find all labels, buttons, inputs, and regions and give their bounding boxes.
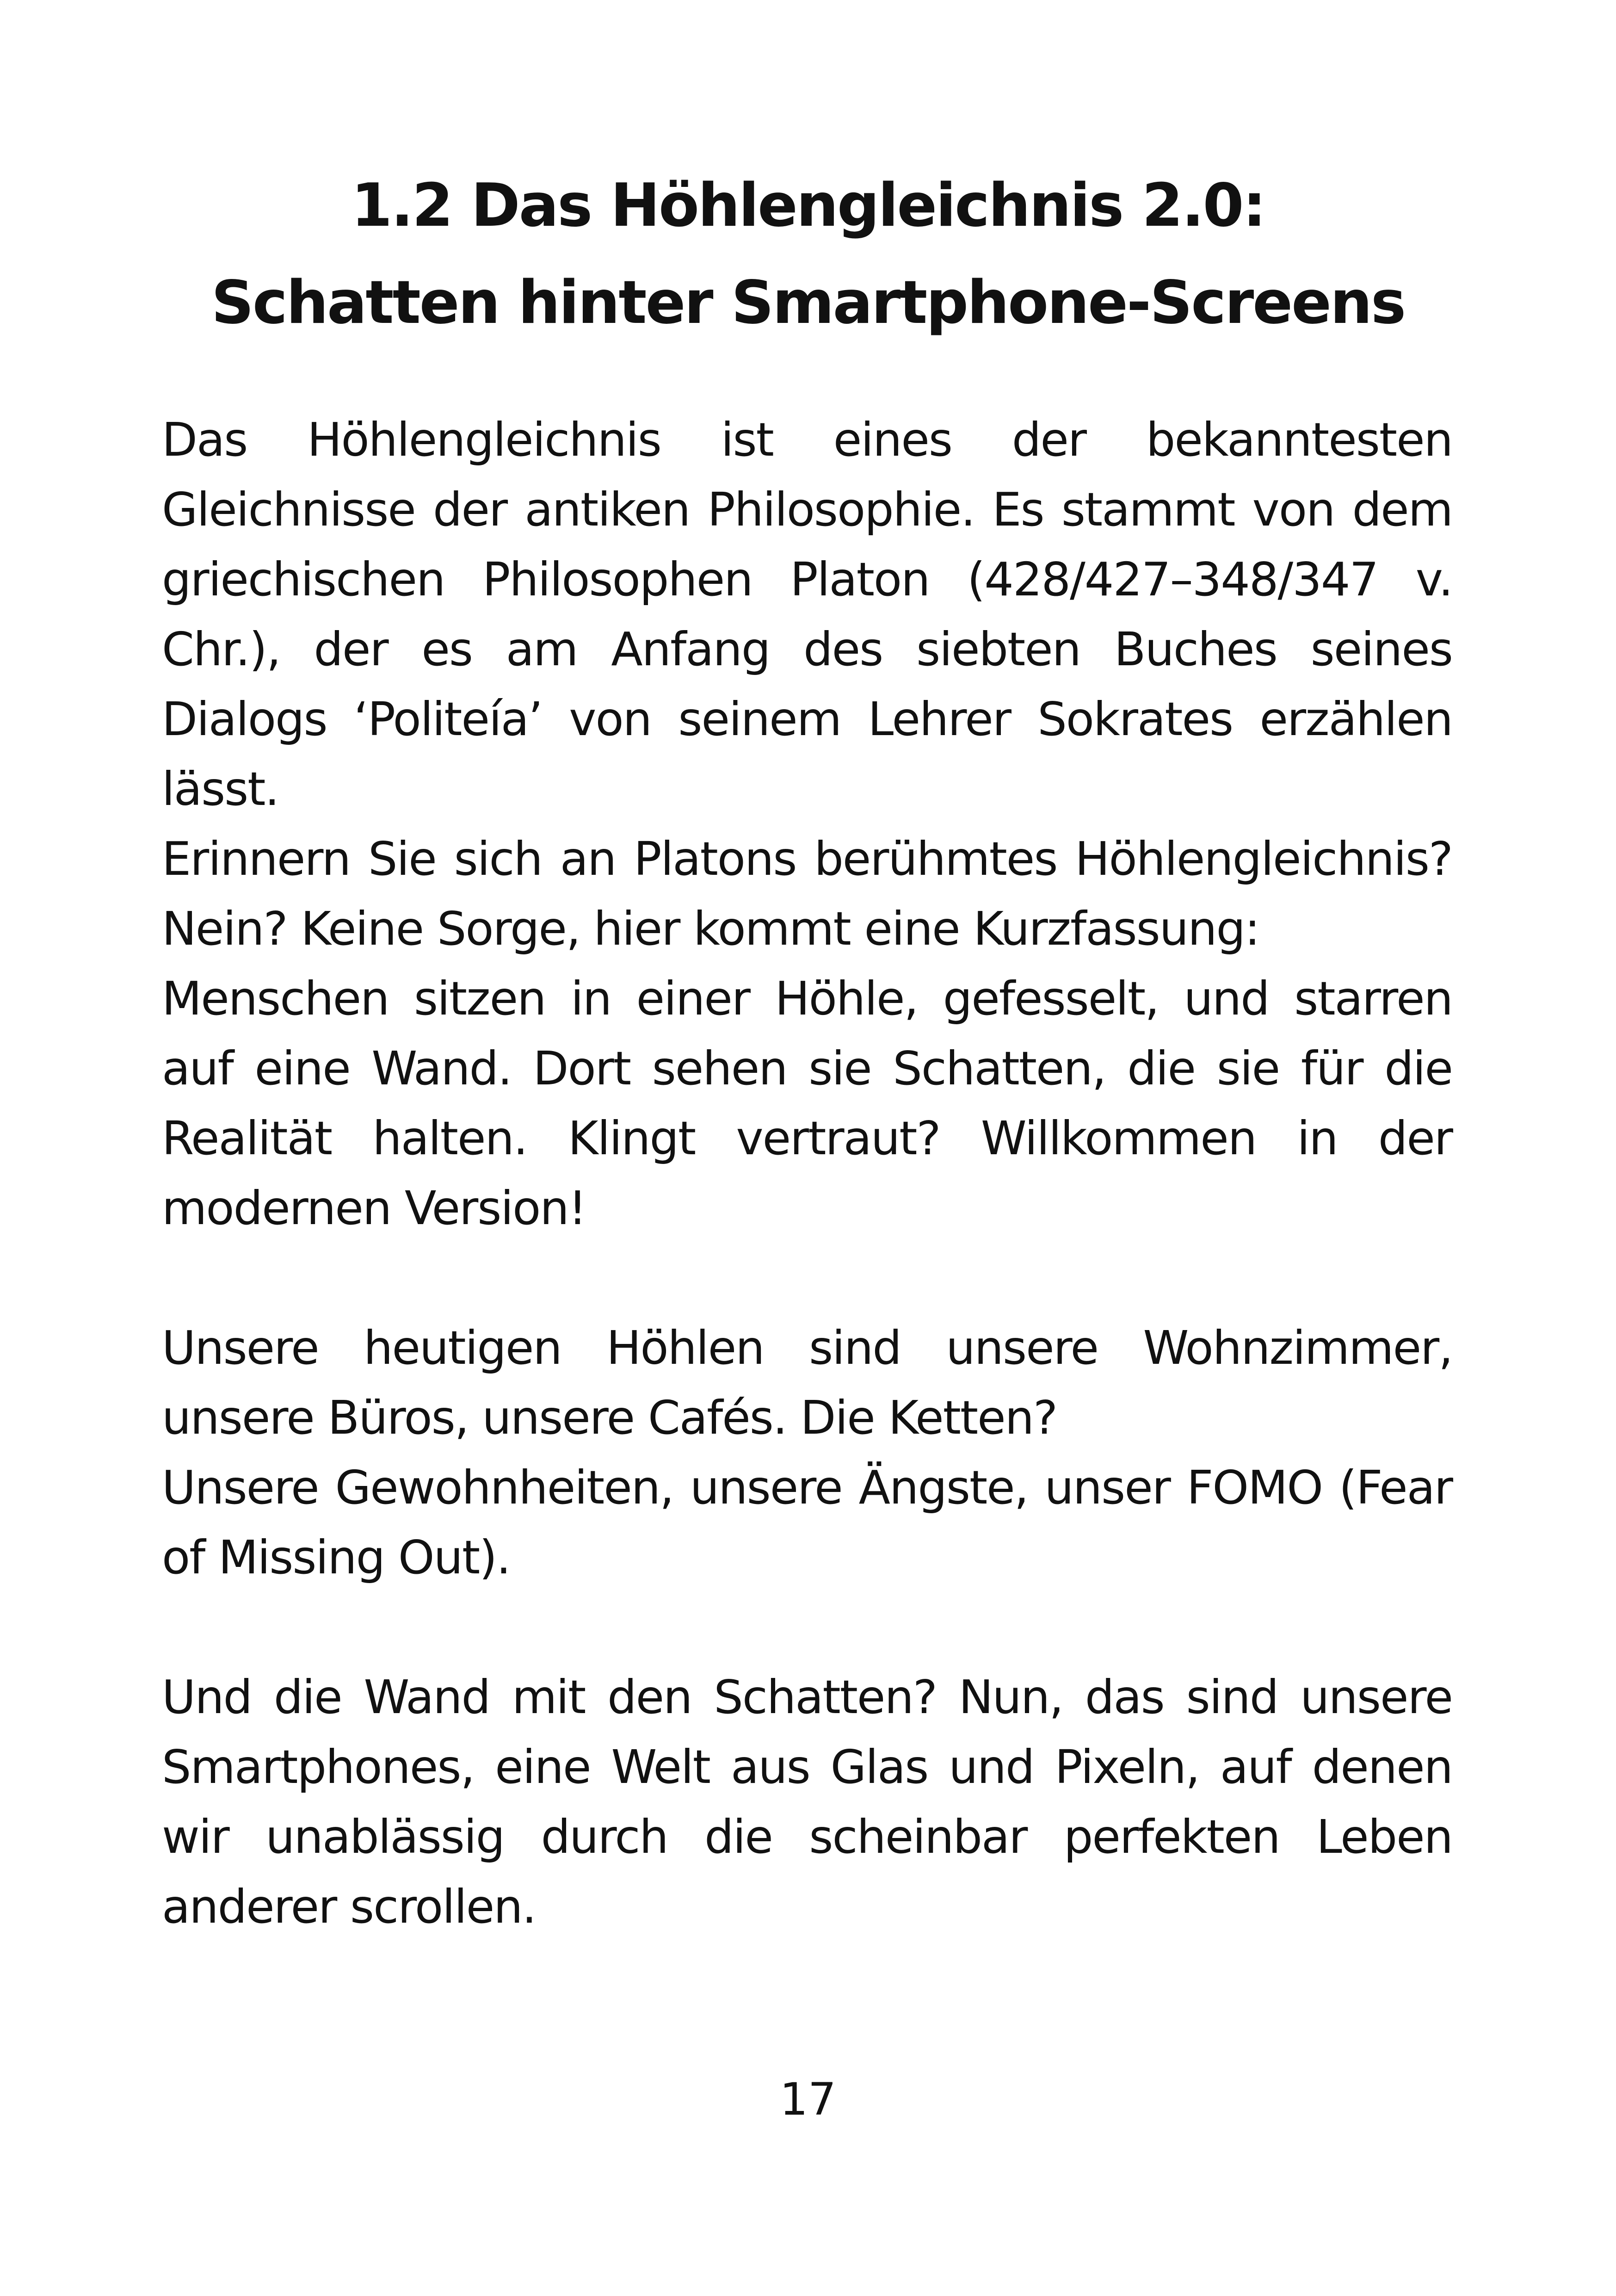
- body-text: [162, 405, 1452, 1942]
- page-number: 17: [779, 2073, 837, 2125]
- chapter-heading-line-2: Schatten hinter Smartphone-Screens: [211, 268, 1405, 337]
- paragraph-chains: Unsere Gewohnheiten, unsere Ängste, unser FOMO (Fear of Missing Out).: [162, 1461, 1452, 1584]
- paragraph-platon-intro: Das Höhlengleichnis ist eines der bekanntesten Gleichnisse der antiken Philosophie. Es stammt von dem griechischen Philosophen Platon (428/427–348/347 v. Chr.), der es am Anfang des siebten Buches seines Dialogs ‘Politeía’ von seinem Lehrer Sokrates erzählen lässt.: [162, 413, 1452, 816]
- paragraph-summary: Menschen sitzen in einer Höhle, gefesselt, und starren auf eine Wand. Dort sehen sie Schatten, die sie für die Realität halten. Klingt vertraut? Willkommen in der modernen Version!: [162, 972, 1452, 1235]
- chapter-heading-line-1: 1.2 Das Höhlengleichnis 2.0:: [351, 171, 1265, 240]
- paragraph-reminder: Erinnern Sie sich an Platons berühmtes Höhlengleichnis? Nein? Keine Sorge, hier kommt eine Kurzfassung:: [162, 832, 1452, 956]
- paragraph-modern-caves: Unsere heutigen Höhlen sind unsere Wohnzimmer, unsere Büros, unsere Cafés. Die Ketten?: [162, 1321, 1452, 1445]
- chapter-heading: [0, 157, 1616, 352]
- paragraph-smartphones: Und die Wand mit den Schatten? Nun, das sind unsere Smartphones, eine Welt aus Glas und Pixeln, auf denen wir unablässig durch die scheinbar perfekten Leben anderer scrollen.: [162, 1670, 1452, 1934]
